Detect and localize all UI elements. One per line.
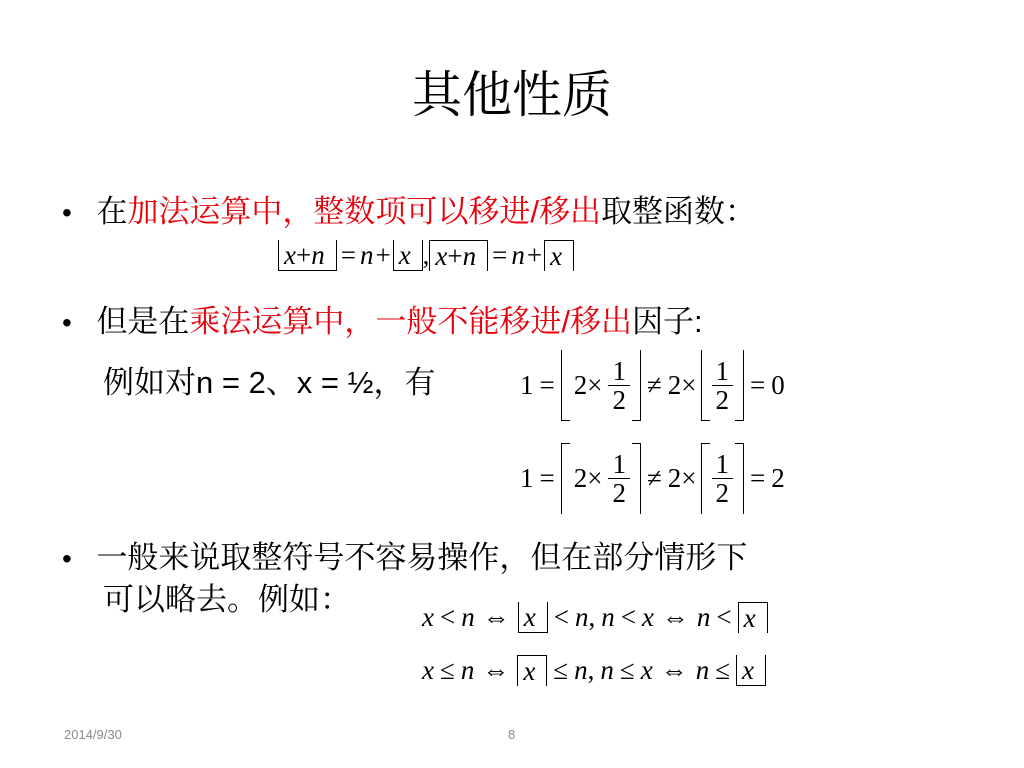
bullet-dot: • — [62, 543, 72, 574]
footer-date: 2014/9/30 — [64, 727, 122, 742]
bullet-dot: • — [62, 197, 72, 228]
formula-inequality-nonstrict: x ≤ n ⇔ x ≤ n , n ≤ x ⇔ n ≤ x — [422, 655, 766, 686]
footer-page-number: 8 — [508, 727, 516, 742]
bullet-3 — [62, 538, 747, 579]
bullet-1-text-red: 加法运算中，整数项可以移进/移出 — [127, 194, 602, 229]
bullet-2-text-b: 因子: — [632, 304, 703, 339]
bullet-2-text-a: 但是在 — [96, 304, 190, 339]
formula-floor-ceil-add: x+n = n + x , x+n = n + x — [278, 240, 574, 271]
bullet-2 — [62, 302, 703, 343]
slide-title: 其他性质 — [412, 66, 612, 124]
bullet-2-text-red: 乘法运算中，一般不能移进/移出 — [189, 304, 633, 339]
formula-inequality-strict: x < n ⇔ x < n , n < x ⇔ n < x — [422, 602, 768, 633]
bullet-1-text-a: 在 — [96, 194, 128, 229]
bullet-2-example: 例如对n = 2、x = ½，有 — [103, 365, 436, 400]
bullet-3-line-1: 一般来说取整符号不容易操作，但在部分情形下 — [96, 540, 748, 575]
bullet-3-line-2: 可以略去。例如： — [103, 582, 351, 617]
bullet-dot: • — [62, 307, 72, 338]
formula-ceil-mult: 1 = 2× $\frac{1}{2}$ ≠ 2× $\frac{1}{2}$ = 2 — [520, 443, 785, 514]
formula-floor-mult: 1 = 2× $\frac{1}{2}$ ≠ 2× $\frac{1}{2}$ = 0 — [520, 350, 785, 421]
bullet-1 — [62, 192, 756, 233]
bullet-1-text-b: 取整函数： — [601, 194, 757, 229]
